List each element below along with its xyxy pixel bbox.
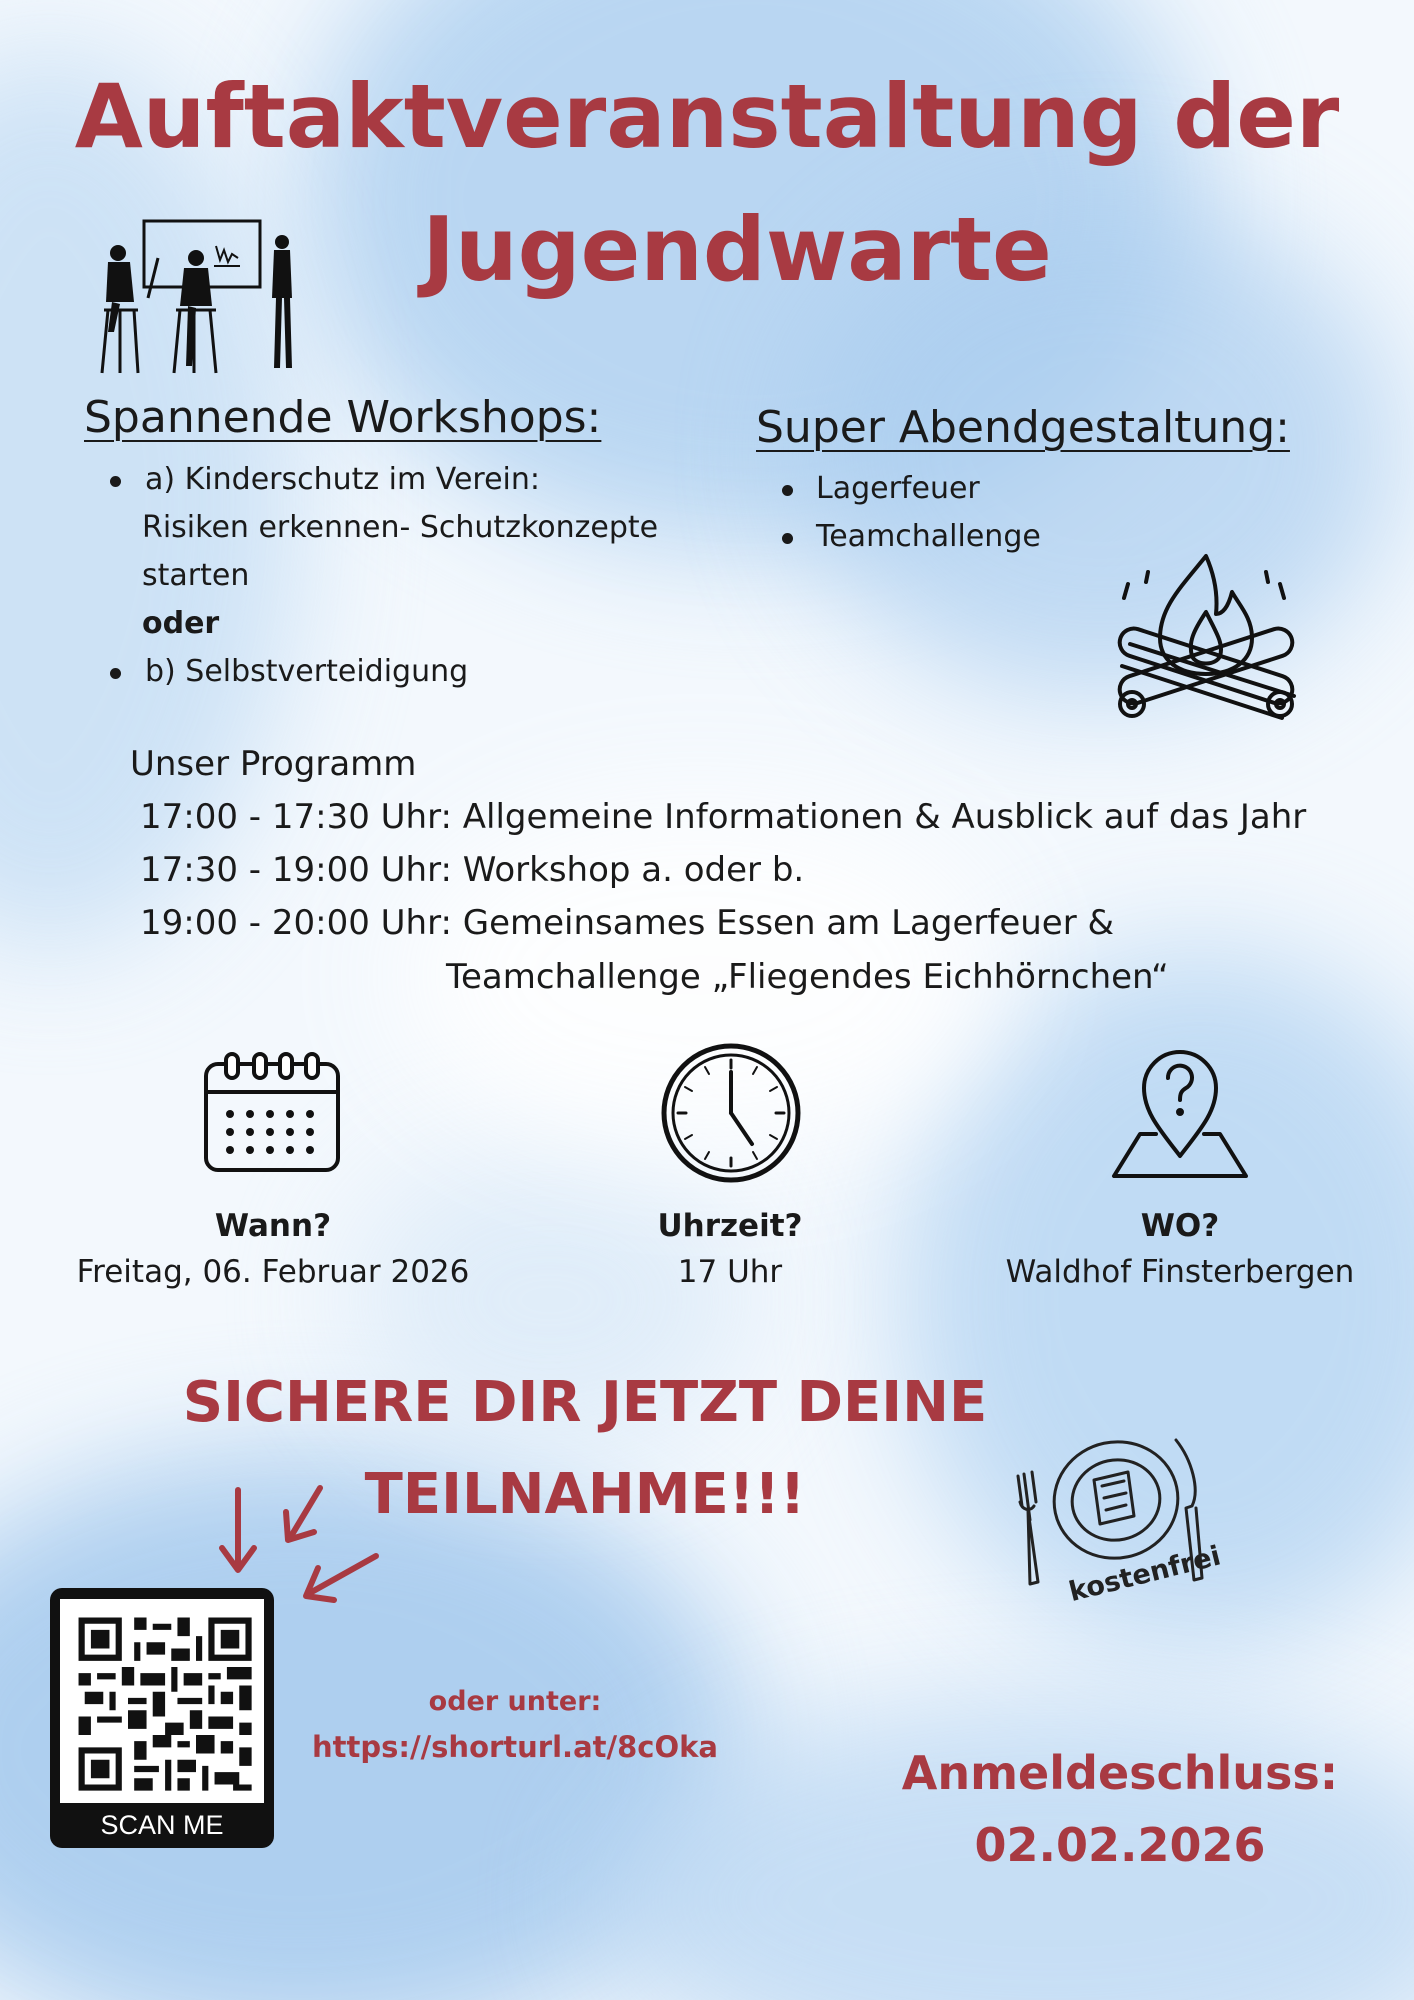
program-heading: Unser Programm bbox=[130, 744, 417, 784]
campfire-icon bbox=[1110, 548, 1302, 728]
where-label: WO? bbox=[1140, 1208, 1220, 1244]
program-line-1: 17:00 - 17:30 Uhr: Allgemeine Informationen & Ausblick auf das Jahr bbox=[140, 797, 1307, 837]
title-line-1: Auftaktveranstaltung der bbox=[74, 65, 1340, 168]
calendar-icon bbox=[202, 1052, 342, 1174]
bullet-icon bbox=[110, 476, 121, 487]
evening-item-1: Lagerfeuer bbox=[816, 471, 980, 506]
when-value: Freitag, 06. Februar 2026 bbox=[76, 1254, 470, 1290]
evening-heading: Super Abendgestaltung: bbox=[756, 402, 1290, 453]
clock-icon bbox=[660, 1042, 802, 1184]
program-line-3: 19:00 - 20:00 Uhr: Gemeinsames Essen am Lagerfeuer & bbox=[140, 903, 1114, 943]
cta-line-1: SICHERE DIR JETZT DEINE bbox=[182, 1370, 988, 1435]
free-label: kostenfrei bbox=[1066, 1540, 1224, 1609]
cta-line-2: TEILNAHME!!! bbox=[364, 1462, 806, 1527]
program-line-2: 17:30 - 19:00 Uhr: Workshop a. oder b. bbox=[140, 850, 805, 890]
workshops-heading: Spannende Workshops: bbox=[84, 392, 602, 443]
workshop-a-line3: starten bbox=[142, 558, 250, 593]
workshop-oder: oder bbox=[142, 606, 220, 641]
workshop-a-line2: Risiken erkennen- Schutzkonzepte bbox=[142, 510, 659, 545]
location-pin-icon bbox=[1110, 1040, 1250, 1180]
program-line-4: Teamchallenge „Fliegendes Eichhörnchen“ bbox=[446, 957, 1169, 997]
when-label: Wann? bbox=[214, 1208, 332, 1244]
bullet-icon bbox=[782, 533, 793, 544]
bullet-icon bbox=[110, 668, 121, 679]
bullet-icon bbox=[782, 485, 793, 496]
qr-pattern bbox=[60, 1598, 264, 1804]
time-label: Uhrzeit? bbox=[657, 1208, 803, 1244]
evening-item-2: Teamchallenge bbox=[816, 519, 1041, 554]
workshop-b: b) Selbstverteidigung bbox=[145, 654, 469, 689]
deadline-date: 02.02.2026 bbox=[974, 1818, 1266, 1872]
title-line-2: Jugendwarte bbox=[422, 198, 1052, 301]
time-value: 17 Uhr bbox=[677, 1254, 783, 1290]
alt-link-label: oder unter: bbox=[428, 1686, 602, 1717]
qr-scan-label: SCAN ME bbox=[100, 1810, 224, 1840]
where-value: Waldhof Finsterbergen bbox=[1005, 1254, 1355, 1290]
deadline-label: Anmeldeschluss: bbox=[901, 1746, 1339, 1800]
workshop-a-line1: a) Kinderschutz im Verein: bbox=[145, 462, 541, 497]
workshop-people-illustration bbox=[98, 218, 302, 378]
alt-link-url[interactable]: https://shorturl.at/8cOka bbox=[312, 1730, 718, 1764]
qr-code[interactable] bbox=[50, 1588, 274, 1848]
